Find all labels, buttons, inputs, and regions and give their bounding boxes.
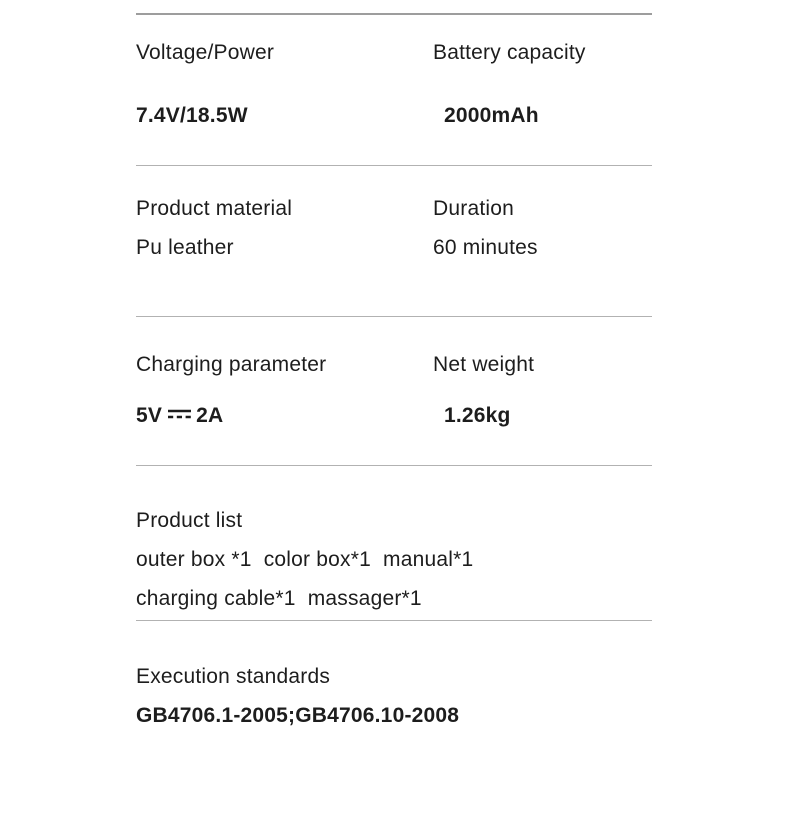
product-list-title: Product list xyxy=(136,509,243,532)
charging-value-voltage: 5V xyxy=(136,404,163,427)
divider xyxy=(136,620,652,621)
product-list-line-2: charging cable*1 massager*1 xyxy=(136,587,422,610)
spec-label-battery-capacity: Battery capacity xyxy=(433,41,586,64)
spec-label-voltage-power: Voltage/Power xyxy=(136,41,275,64)
execution-standards-value: GB4706.1-2005;GB4706.10-2008 xyxy=(136,704,460,727)
spec-cell-duration xyxy=(433,166,652,262)
spec-value-product-material: Pu leather xyxy=(136,236,234,259)
spec-value-battery-capacity: 2000mAh xyxy=(444,104,539,127)
spec-value-voltage-power: 7.4V/18.5W xyxy=(136,104,248,127)
spec-label-net-weight: Net weight xyxy=(433,353,535,376)
spec-label-charging-parameter: Charging parameter xyxy=(136,353,327,376)
spec-value-net-weight: 1.26kg xyxy=(444,404,511,427)
product-list-line-1: outer box *1 color box*1 manual*1 xyxy=(136,548,474,571)
spec-cell-battery-capacity xyxy=(433,15,652,130)
execution-standards-title: Execution standards xyxy=(136,665,331,688)
spec-value-charging-parameter xyxy=(136,402,433,430)
product-list-section xyxy=(136,507,652,613)
spec-row-power xyxy=(136,15,652,130)
spec-cell-voltage-power xyxy=(136,15,433,130)
execution-standards-section xyxy=(136,663,652,730)
spec-label-duration: Duration xyxy=(433,197,514,220)
spec-row-charging xyxy=(136,317,652,430)
spec-cell-charging-parameter xyxy=(136,317,433,430)
dc-current-symbol-icon xyxy=(167,403,192,423)
spec-content xyxy=(136,13,652,730)
spec-label-product-material: Product material xyxy=(136,197,293,220)
charging-value-current: 2A xyxy=(196,404,224,427)
divider xyxy=(136,465,652,466)
spec-row-material xyxy=(136,166,652,262)
spec-value-duration: 60 minutes xyxy=(433,236,538,259)
spec-cell-net-weight xyxy=(433,317,652,430)
spec-cell-product-material xyxy=(136,166,433,262)
